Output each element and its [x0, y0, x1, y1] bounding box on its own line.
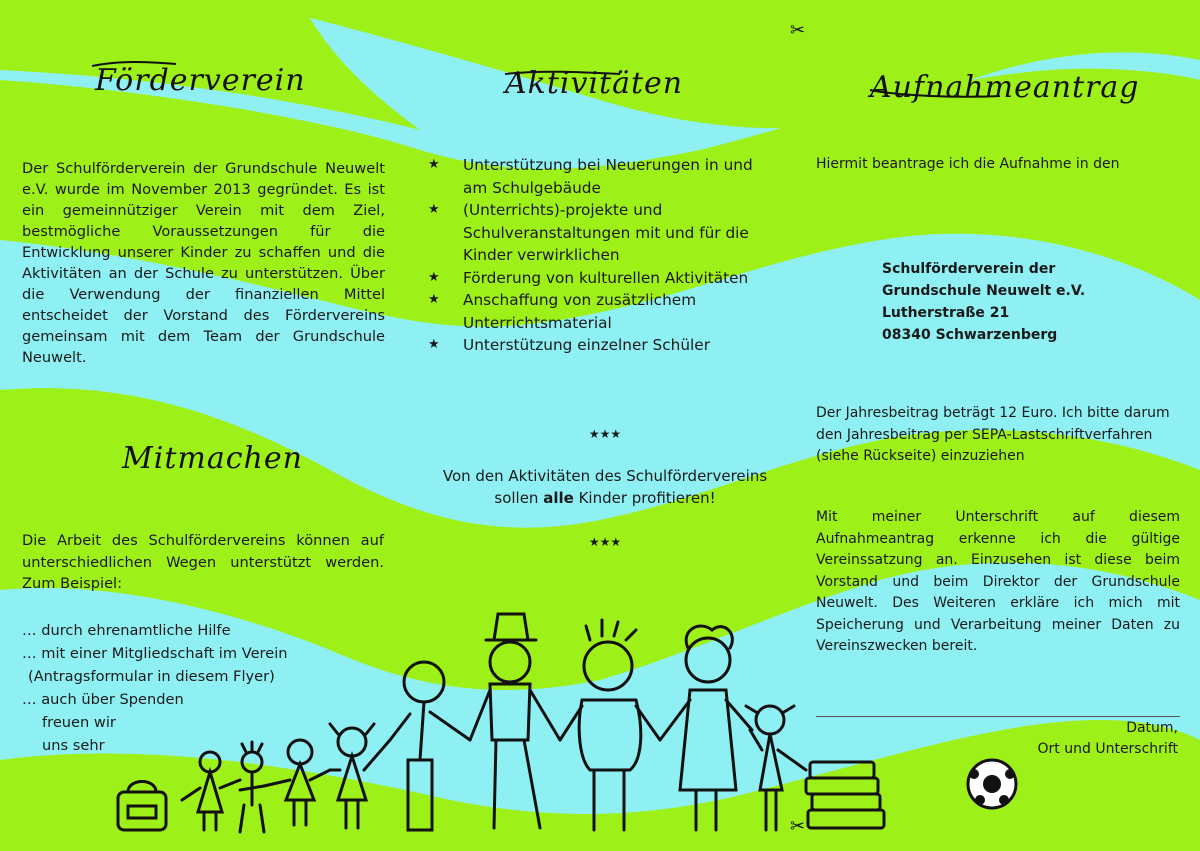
mitmachen-ways — [22, 619, 288, 757]
antrag-intro: Hiermit beantrage ich die Aufnahme in den — [816, 156, 1120, 172]
star-icon: ★ — [428, 292, 440, 307]
slogan-line-2: sollen alle Kinder profitieren! — [494, 489, 716, 507]
star-icon: ★ — [428, 157, 440, 172]
consent-paragraph: Mit meiner Unterschrift auf diesem Aufnahmeantrag erkenne ich die gültige Vereinssatzung an. Einzusehen ist diese beim Vorstand und beim Direktor der Grundschule Neuwelt. Des Weiteren erkläre ich mich mit Speicherung und Verarbeitung meiner Daten zu Vereinszwecken bereit. — [816, 509, 1180, 654]
list-item: ★ Förderung von kulturellen Aktivitäten — [428, 267, 768, 290]
list-item: ★ Unterstützung bei Neuerungen in und am Schulgebäude — [428, 156, 753, 197]
way-item: uns sehr — [42, 737, 105, 754]
star-icon: ★ — [428, 337, 440, 352]
address-line: Grundschule Neuwelt e.V. — [882, 283, 1086, 299]
title-mitmachen: Mitmachen — [122, 441, 303, 476]
address-line: Lutherstraße 21 — [882, 305, 1010, 321]
aktivitaeten-list — [428, 154, 768, 357]
signature-label — [816, 718, 1178, 760]
fee-paragraph: Der Jahresbeitrag beträgt 12 Euro. Ich bitte darum den Jahresbeitrag per SEPA-Lastschriftverfahren (siehe Rückseite) einzuziehen — [816, 405, 1170, 464]
list-item: ★ (Unterrichts)-projekte und Schulveranstaltungen mit und für die Kinder verwirklichen — [428, 201, 749, 264]
scissor-icon-bottom: ✂ — [790, 816, 806, 837]
title-foerderverein: Förderverein — [95, 63, 306, 98]
slogan — [420, 465, 790, 509]
way-item: … mit einer Mitgliedschaft im Verein — [22, 645, 288, 662]
foerderverein-paragraph: Der Schulförderverein der Grundschule Neuwelt e.V. wurde im November 2013 gegründet. Es ist ein gemeinnütziger Verein mit dem Ziel, bestmögliche Voraussetzungen für die Entwicklung unserer Kinder zu schaffen und die Aktivitäten an der Schule zu unterstützen. Über die Verwendung der finanziellen Mittel entscheidet der Vorstand des Fördervereins gemeinsam mit dem Team der Grundschule Neuwelt. — [22, 160, 385, 366]
way-item: (Antragsformular in diesem Flyer) — [28, 668, 275, 685]
way-item: freuen wir — [42, 714, 116, 731]
star-icon: ★ — [428, 269, 440, 285]
list-item: ★ Anschaffung von zusätzlichem Unterrichtsmaterial — [428, 291, 697, 332]
signature-line — [816, 716, 1180, 717]
divider-bottom: ★★★ — [588, 535, 622, 549]
address-line: 08340 Schwarzenberg — [882, 327, 1058, 343]
address-line: Schulförderverein der — [882, 261, 1056, 277]
star-icon: ★ — [428, 202, 440, 217]
divider-top: ★★★ — [588, 427, 622, 441]
way-item: … auch über Spenden — [22, 691, 184, 708]
way-item: … durch ehrenamtliche Hilfe — [22, 622, 231, 639]
slogan-line-1: Von den Aktivitäten des Schulfördervereins — [442, 467, 768, 485]
title-aufnahmeantrag: Aufnahmeantrag — [870, 70, 1140, 105]
title-aktivitaeten: Aktivitäten — [505, 66, 684, 101]
slogan-bold: alle — [543, 489, 574, 507]
mitmachen-intro: Die Arbeit des Schulfördervereins können auf unterschiedlichen Wegen unterstützt werden. Zum Beispiel: — [22, 532, 384, 592]
address-block — [882, 258, 1085, 346]
signature-label-2: Ort und Unterschrift — [1037, 741, 1178, 757]
football-icon — [968, 760, 1016, 808]
list-item: ★ Unterstützung einzelner Schüler — [428, 334, 768, 357]
signature-label-1: Datum, — [1126, 720, 1178, 736]
scissor-icon-top: ✂ — [790, 20, 806, 41]
